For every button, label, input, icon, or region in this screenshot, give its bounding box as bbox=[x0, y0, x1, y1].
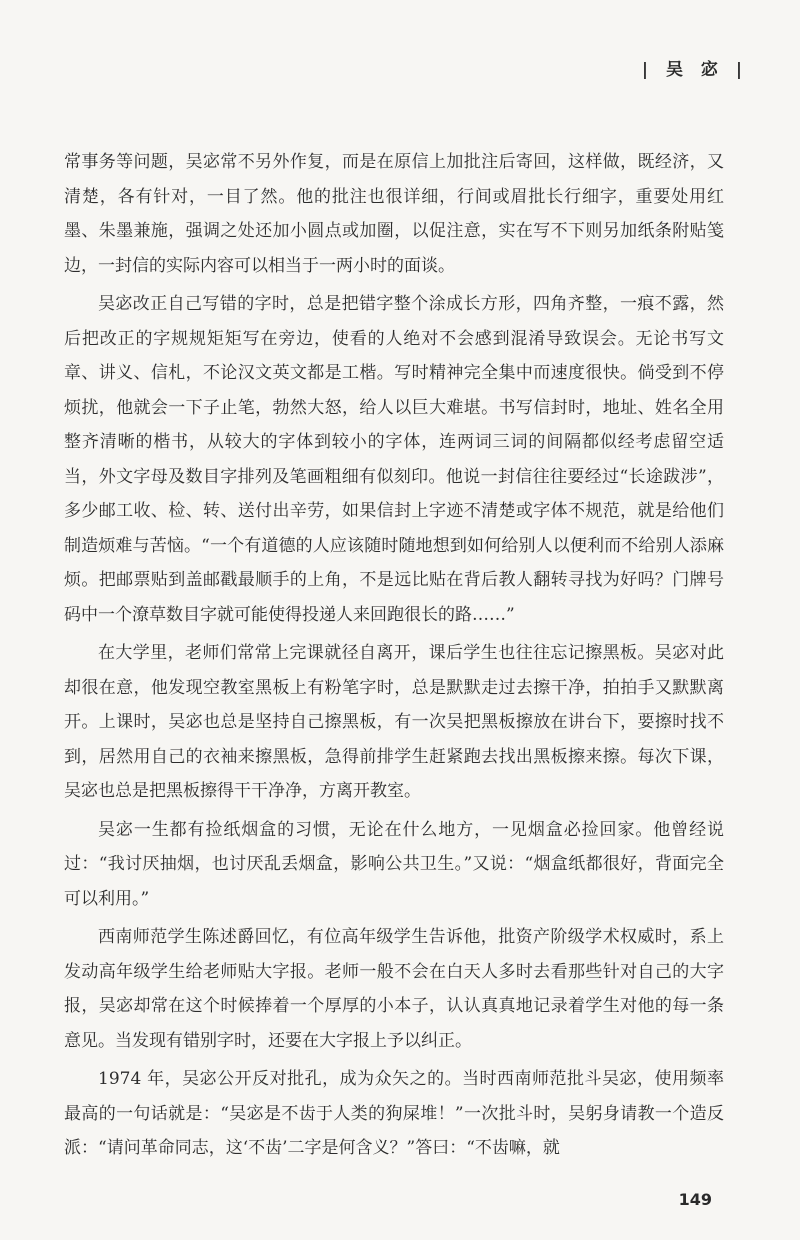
paragraph: 吴宓一生都有捡纸烟盒的习惯，无论在什么地方，一见烟盒必捡回家。他曾经说过：“我讨厌抽烟，也讨厌乱丢烟盒，影响公共卫生。”又说：“烟盒纸都很好，背面完全可以利用。” bbox=[64, 819, 724, 909]
running-header: | 吴 宓 | bbox=[641, 60, 748, 80]
paragraph: 在大学里，老师们常常上完课就径自离开，课后学生也往往忘记擦黑板。吴宓对此却很在意，他发现空教室黑板上有粉笔字时，总是默默走过去擦干净，拍拍手又默默离开。上课时，吴宓也总是坚持自己擦黑板，有一次吴把黑板擦放在讲台下，要擦时找不到，居然用自己的衣袖来擦黑板，急得前排学生赶紧跑去找出黑板擦来擦。每次下课，吴宓也总是把黑板擦得干干净净，方离开教室。 bbox=[64, 643, 724, 801]
body-text bbox=[64, 145, 724, 1166]
paragraph: 1974 年，吴宓公开反对批孔，成为众矢之的。当时西南师范批斗吴宓，使用频率最高的一句话就是：“吴宓是不齿于人类的狗屎堆！”一次批斗时，吴躬身请教一个造反派：“请问革命同志，这‘不齿’二字是何含义？”答曰：“不齿嘛，就 bbox=[64, 1069, 724, 1158]
paragraph: 常事务等问题，吴宓常不另外作复，而是在原信上加批注后寄回，这样做，既经济，又清楚，各有针对，一目了然。他的批注也很详细，行间或眉批长行细字，重要处用红墨、朱墨兼施，强调之处还加小圆点或加圈，以促注意，实在写不下则另加纸条附贴笺边，一封信的实际内容可以相当于一两小时的面谈。 bbox=[64, 152, 724, 276]
paragraph: 西南师范学生陈述爵回忆，有位高年级学生告诉他，批资产阶级学术权威时，系上发动高年级学生给老师贴大字报。老师一般不会在白天人多时去看那些针对自己的大字报，吴宓却常在这个时候捧着一个厚厚的小本子，认认真真地记录着学生对他的每一条意见。当发现有错别字时，还要在大字报上予以纠正。 bbox=[64, 927, 724, 1051]
page-number: 149 bbox=[678, 1190, 712, 1209]
paragraph: 吴宓改正自己写错的字时，总是把错字整个涂成长方形，四角齐整，一痕不露，然后把改正的字规规矩矩写在旁边，使看的人绝对不会感到混淆导致误会。无论书写文章、讲义、信札，不论汉文英文都是工楷。写时精神完全集中而速度很快。倘受到不停烦扰，他就会一下子止笔，勃然大怒，给人以巨大难堪。书写信封时，地址、姓名全用整齐清晰的楷书，从较大的字体到较小的字体，连两词三词的间隔都似经考虑留空适当，外文字母及数目字排列及笔画粗细有似刻印。他说一封信往往要经过“长途跋涉”，多少邮工收、检、转、送付出辛劳，如果信封上字迹不清楚或字体不规范，就是给他们制造烦难与苦恼。“一个有道德的人应该随时随地想到如何给别人以便利而不给别人添麻烦。把邮票贴到盖邮戳最顺手的上角，不是远比贴在背后教人翻转寻找为好吗？门牌号码中一个潦草数目字就可能使得投递人来回跑很长的路……” bbox=[64, 294, 724, 625]
